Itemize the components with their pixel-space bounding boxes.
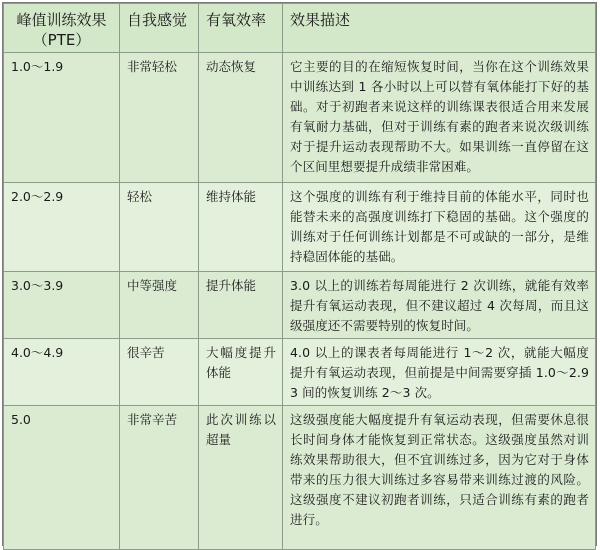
description-cell: 4.0 以上的课表者每周能进行 1～2 次，就能大幅度提升有氧运动表现，但前提是中间需要穿插 1.0～2.9 3 间的恢复训练 2～3 次。: [283, 339, 596, 406]
pte-range: 1.0～1.9: [4, 53, 120, 183]
feeling-cell: 很辛苦: [120, 339, 199, 406]
header-pte: 峰值训练效果（PTE）: [4, 4, 120, 53]
feeling-cell: 非常辛苦: [120, 406, 199, 550]
header-description: 效果描述: [283, 4, 596, 53]
feeling-cell: 中等强度: [120, 272, 199, 339]
aerobic-cell: 维持体能: [199, 183, 283, 272]
training-effect-table: [3, 3, 596, 550]
pte-range: 3.0～3.9: [4, 272, 120, 339]
table-row: [4, 339, 596, 406]
aerobic-cell: 此次训练以超量: [199, 406, 283, 550]
training-effect-table-container: [2, 2, 597, 546]
description-cell: 这级强度能大幅度提升有氧运动表现，但需要休息很长时间身体才能恢复到正常状态。这级强度虽然对训练效果帮助很大，但不宜训练过多，因为它对于身体带来的压力很大训练过多容易带来训练过渡的风险。这级强度不建议初跑者训练，只适合训练有素的跑者进行。: [283, 406, 596, 550]
feeling-cell: 轻松: [120, 183, 199, 272]
table-row: [4, 406, 596, 550]
pte-range: 5.0: [4, 406, 120, 550]
table-row: [4, 272, 596, 339]
header-row: [4, 4, 596, 53]
feeling-cell: 非常轻松: [120, 53, 199, 183]
description-cell: 它主要的目的在缩短恢复时间，当你在这个训练效果中训练达到 1 各小时以上可以替有氧体能打下好的基础。对于初跑者来说这样的训练课表很适合用来发展有氧耐力基础，但对于训练有素的跑者来说次级训练对于提升运动表现帮助不大。如果训练一直停留在这个区间里想要提升成绩非常困难。: [283, 53, 596, 183]
description-cell: 这个强度的训练有利于维持目前的体能水平，同时也能替未来的高强度训练打下稳固的基础。这个强度的训练对于任何训练计划都是不可或缺的一部分，是维持稳固体能的基础。: [283, 183, 596, 272]
table-row: [4, 183, 596, 272]
pte-range: 4.0～4.9: [4, 339, 120, 406]
aerobic-cell: 提升体能: [199, 272, 283, 339]
pte-range: 2.0～2.9: [4, 183, 120, 272]
aerobic-cell: 大幅度提升体能: [199, 339, 283, 406]
description-cell: 3.0 以上的训练若每周能进行 2 次训练，就能有效率提升有氧运动表现，但不建议超过 4 次每周，而且这级强度还不需要特别的恢复时间。: [283, 272, 596, 339]
header-feeling: 自我感觉: [120, 4, 199, 53]
header-aerobic: 有氧效率: [199, 4, 283, 53]
aerobic-cell: 动态恢复: [199, 53, 283, 183]
table-row: [4, 53, 596, 183]
